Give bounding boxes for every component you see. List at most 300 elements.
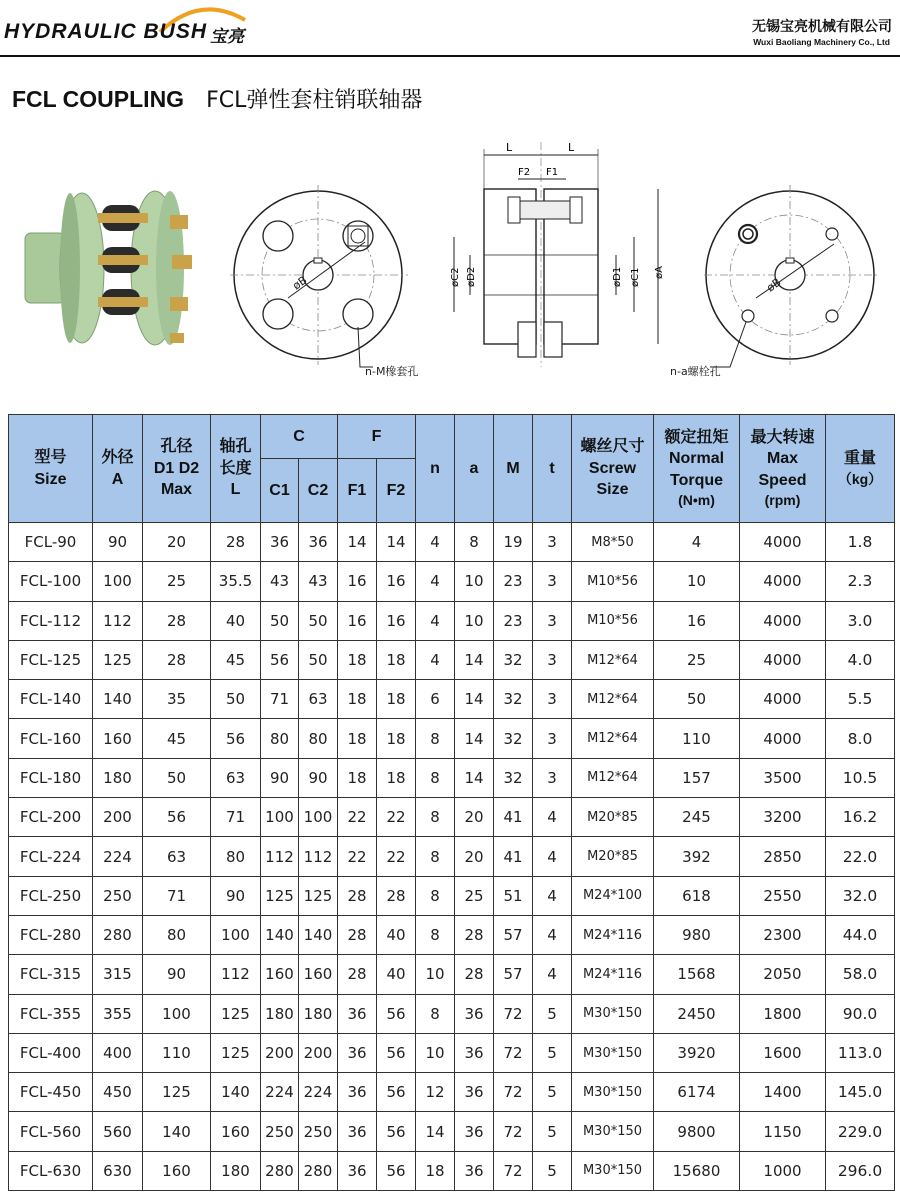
cell-bore: 90: [143, 955, 211, 994]
cell-n: 10: [416, 955, 455, 994]
table-row: [9, 758, 895, 797]
cell-t: 5: [533, 994, 572, 1033]
cell-t: 3: [533, 640, 572, 679]
cell-screw-size: M20*85: [572, 837, 654, 876]
cell-weight: 4.0: [826, 640, 895, 679]
table-row: [9, 798, 895, 837]
cell-torque: 25: [654, 640, 740, 679]
header-C2: C2: [299, 459, 338, 523]
table-row: [9, 837, 895, 876]
cell-f1: 36: [338, 994, 377, 1033]
cell-t: 4: [533, 876, 572, 915]
cell-shaft-length: 160: [211, 1112, 261, 1151]
cell-speed: 2300: [740, 915, 826, 954]
cell-size: FCL-355: [9, 994, 93, 1033]
cell-shaft-length: 40: [211, 601, 261, 640]
cell-speed: 1600: [740, 1033, 826, 1072]
cell-torque: 245: [654, 798, 740, 837]
D1-label: øD1: [612, 266, 623, 287]
cell-f1: 16: [338, 601, 377, 640]
cell-size: FCL-315: [9, 955, 93, 994]
cell-shaft-length: 35.5: [211, 562, 261, 601]
header-F2: F2: [377, 459, 416, 523]
cell-n: 8: [416, 798, 455, 837]
header-weight: 重量 （kg）: [826, 415, 895, 523]
cell-c2: 200: [299, 1033, 338, 1072]
cell-c2: 43: [299, 562, 338, 601]
cell-a: 14: [455, 640, 494, 679]
cell-a: 8: [455, 523, 494, 562]
cell-c2: 80: [299, 719, 338, 758]
cell-f2: 56: [377, 1112, 416, 1151]
cell-torque: 157: [654, 758, 740, 797]
cell-f1: 16: [338, 562, 377, 601]
cell-speed: 4000: [740, 680, 826, 719]
header-a: a: [455, 415, 494, 523]
cell-bore: 140: [143, 1112, 211, 1151]
title-cn: FCL弹性套柱销联轴器: [206, 88, 423, 113]
cell-outer-diameter: 180: [93, 758, 143, 797]
cell-outer-diameter: 630: [93, 1151, 143, 1190]
right-bore-label: øB: [764, 275, 784, 295]
cell-n: 8: [416, 994, 455, 1033]
cell-size: FCL-200: [9, 798, 93, 837]
header-outer-diameter: 外径 A: [93, 415, 143, 523]
cell-f2: 40: [377, 915, 416, 954]
cell-outer-diameter: 280: [93, 915, 143, 954]
header-screw-size: 螺丝尺寸 Screw Size: [572, 415, 654, 523]
cell-n: 4: [416, 601, 455, 640]
cell-c2: 224: [299, 1073, 338, 1112]
cell-speed: 4000: [740, 601, 826, 640]
cell-t: 5: [533, 1073, 572, 1112]
cell-f2: 18: [377, 640, 416, 679]
F2-label: F2: [518, 167, 531, 178]
cell-torque: 392: [654, 837, 740, 876]
cell-weight: 44.0: [826, 915, 895, 954]
L-left-label: L: [506, 141, 513, 154]
cell-screw-size: M10*56: [572, 601, 654, 640]
cell-speed: 1400: [740, 1073, 826, 1112]
cell-screw-size: M24*116: [572, 955, 654, 994]
cell-speed: 1800: [740, 994, 826, 1033]
cell-bore: 80: [143, 915, 211, 954]
cell-weight: 16.2: [826, 798, 895, 837]
cell-c2: 63: [299, 680, 338, 719]
cell-speed: 1150: [740, 1112, 826, 1151]
cell-speed: 4000: [740, 640, 826, 679]
cell-f2: 22: [377, 798, 416, 837]
cell-size: FCL-180: [9, 758, 93, 797]
cell-screw-size: M8*50: [572, 523, 654, 562]
company-name-cn: 无锡宝亮机械有限公司: [752, 19, 892, 35]
cell-t: 3: [533, 758, 572, 797]
header-speed: 最大转速 Max Speed (rpm): [740, 415, 826, 523]
cell-shaft-length: 45: [211, 640, 261, 679]
cell-size: FCL-400: [9, 1033, 93, 1072]
cell-torque: 1568: [654, 955, 740, 994]
cell-m: 72: [494, 1073, 533, 1112]
cell-f2: 40: [377, 955, 416, 994]
cell-f2: 18: [377, 758, 416, 797]
cell-c2: 180: [299, 994, 338, 1033]
cell-c2: 160: [299, 955, 338, 994]
F1-label: F1: [546, 167, 559, 178]
cell-bore: 125: [143, 1073, 211, 1112]
cell-t: 3: [533, 601, 572, 640]
cell-f2: 18: [377, 680, 416, 719]
cell-f2: 56: [377, 1033, 416, 1072]
cell-n: 10: [416, 1033, 455, 1072]
cell-screw-size: M24*100: [572, 876, 654, 915]
cell-c2: 112: [299, 837, 338, 876]
table-row: [9, 640, 895, 679]
cell-outer-diameter: 250: [93, 876, 143, 915]
cell-weight: 145.0: [826, 1073, 895, 1112]
cell-m: 19: [494, 523, 533, 562]
table-row: [9, 562, 895, 601]
table-header-row: [9, 415, 895, 459]
cell-a: 36: [455, 1033, 494, 1072]
side-section-drawing: [440, 137, 680, 372]
cell-screw-size: M12*64: [572, 758, 654, 797]
cell-f2: 28: [377, 876, 416, 915]
cell-c1: 280: [261, 1151, 299, 1190]
cell-shaft-length: 100: [211, 915, 261, 954]
cell-screw-size: M30*150: [572, 1112, 654, 1151]
spec-table: [8, 414, 895, 1191]
cell-c1: 140: [261, 915, 299, 954]
cell-size: FCL-280: [9, 915, 93, 954]
cell-shaft-length: 125: [211, 994, 261, 1033]
cell-a: 36: [455, 1112, 494, 1151]
cell-c1: 100: [261, 798, 299, 837]
cell-n: 4: [416, 640, 455, 679]
cell-t: 3: [533, 523, 572, 562]
cell-f2: 18: [377, 719, 416, 758]
cell-c1: 112: [261, 837, 299, 876]
header-size: 型号 Size: [9, 415, 93, 523]
cell-outer-diameter: 560: [93, 1112, 143, 1151]
cell-f2: 56: [377, 1151, 416, 1190]
cell-bore: 28: [143, 601, 211, 640]
cell-n: 8: [416, 915, 455, 954]
cell-a: 25: [455, 876, 494, 915]
cell-c1: 250: [261, 1112, 299, 1151]
cell-speed: 2850: [740, 837, 826, 876]
header-t: t: [533, 415, 572, 523]
cell-a: 36: [455, 1151, 494, 1190]
cell-f1: 28: [338, 876, 377, 915]
cell-t: 5: [533, 1033, 572, 1072]
cell-screw-size: M12*64: [572, 680, 654, 719]
cell-a: 14: [455, 719, 494, 758]
cell-speed: 2550: [740, 876, 826, 915]
right-end-view-drawing: [670, 180, 900, 385]
figures-area: [0, 125, 900, 405]
cell-screw-size: M10*56: [572, 562, 654, 601]
table-row: [9, 680, 895, 719]
cell-outer-diameter: 90: [93, 523, 143, 562]
header-C: C: [261, 415, 338, 459]
cell-speed: 1000: [740, 1151, 826, 1190]
cell-m: 72: [494, 1033, 533, 1072]
logo-chinese: 宝亮: [210, 27, 244, 47]
cell-shaft-length: 28: [211, 523, 261, 562]
cell-shaft-length: 80: [211, 837, 261, 876]
cell-speed: 3500: [740, 758, 826, 797]
cell-t: 3: [533, 680, 572, 719]
cell-screw-size: M30*150: [572, 1151, 654, 1190]
cell-a: 20: [455, 798, 494, 837]
cell-shaft-length: 90: [211, 876, 261, 915]
page-header: [0, 0, 900, 58]
cell-shaft-length: 180: [211, 1151, 261, 1190]
cell-a: 28: [455, 955, 494, 994]
logo-text: HYDRAULIC BUSH: [4, 20, 207, 43]
coupling-photo: [20, 185, 215, 350]
cell-c1: 56: [261, 640, 299, 679]
cell-weight: 3.0: [826, 601, 895, 640]
cell-speed: 3200: [740, 798, 826, 837]
cell-m: 23: [494, 601, 533, 640]
cell-t: 5: [533, 1151, 572, 1190]
cell-torque: 980: [654, 915, 740, 954]
cell-shaft-length: 63: [211, 758, 261, 797]
cell-weight: 32.0: [826, 876, 895, 915]
page-title: [12, 83, 444, 114]
cell-torque: 10: [654, 562, 740, 601]
cell-t: 3: [533, 719, 572, 758]
cell-outer-diameter: 100: [93, 562, 143, 601]
cell-size: FCL-250: [9, 876, 93, 915]
table-row: [9, 523, 895, 562]
cell-a: 10: [455, 601, 494, 640]
cell-n: 8: [416, 876, 455, 915]
cell-t: 4: [533, 798, 572, 837]
cell-f1: 36: [338, 1033, 377, 1072]
cell-f1: 22: [338, 798, 377, 837]
table-row: [9, 955, 895, 994]
cell-n: 14: [416, 1112, 455, 1151]
cell-bore: 45: [143, 719, 211, 758]
cell-c1: 90: [261, 758, 299, 797]
cell-c1: 36: [261, 523, 299, 562]
cell-size: FCL-450: [9, 1073, 93, 1112]
cell-size: FCL-125: [9, 640, 93, 679]
left-hole-label: n-M橡套孔: [365, 365, 419, 378]
cell-weight: 1.8: [826, 523, 895, 562]
cell-outer-diameter: 224: [93, 837, 143, 876]
cell-outer-diameter: 315: [93, 955, 143, 994]
table-row: [9, 915, 895, 954]
cell-speed: 4000: [740, 523, 826, 562]
cell-n: 4: [416, 523, 455, 562]
cell-bore: 25: [143, 562, 211, 601]
cell-outer-diameter: 355: [93, 994, 143, 1033]
cell-torque: 16: [654, 601, 740, 640]
cell-shaft-length: 71: [211, 798, 261, 837]
cell-outer-diameter: 112: [93, 601, 143, 640]
table-body: [9, 523, 895, 1191]
cell-bore: 50: [143, 758, 211, 797]
cell-n: 18: [416, 1151, 455, 1190]
cell-outer-diameter: 125: [93, 640, 143, 679]
cell-a: 28: [455, 915, 494, 954]
title-en: FCL COUPLING: [12, 86, 185, 112]
cell-m: 41: [494, 798, 533, 837]
cell-size: FCL-630: [9, 1151, 93, 1190]
cell-f1: 28: [338, 955, 377, 994]
header-M: M: [494, 415, 533, 523]
header-shaft-length: 轴孔 长度 L: [211, 415, 261, 523]
cell-m: 32: [494, 640, 533, 679]
cell-m: 57: [494, 915, 533, 954]
cell-weight: 58.0: [826, 955, 895, 994]
cell-f2: 16: [377, 601, 416, 640]
cell-screw-size: M30*150: [572, 1033, 654, 1072]
cell-c1: 71: [261, 680, 299, 719]
cell-outer-diameter: 400: [93, 1033, 143, 1072]
cell-outer-diameter: 160: [93, 719, 143, 758]
cell-torque: 6174: [654, 1073, 740, 1112]
cell-torque: 3920: [654, 1033, 740, 1072]
cell-outer-diameter: 200: [93, 798, 143, 837]
cell-t: 4: [533, 915, 572, 954]
cell-n: 8: [416, 837, 455, 876]
cell-c2: 250: [299, 1112, 338, 1151]
cell-c1: 80: [261, 719, 299, 758]
cell-weight: 5.5: [826, 680, 895, 719]
cell-m: 57: [494, 955, 533, 994]
cell-m: 72: [494, 994, 533, 1033]
cell-a: 36: [455, 994, 494, 1033]
L-right-label: L: [568, 141, 575, 154]
table-row: [9, 1151, 895, 1190]
header-n: n: [416, 415, 455, 523]
cell-m: 32: [494, 758, 533, 797]
cell-c2: 280: [299, 1151, 338, 1190]
cell-a: 10: [455, 562, 494, 601]
table-row: [9, 1073, 895, 1112]
cell-m: 41: [494, 837, 533, 876]
cell-torque: 618: [654, 876, 740, 915]
header-C1: C1: [261, 459, 299, 523]
cell-c1: 224: [261, 1073, 299, 1112]
cell-f1: 36: [338, 1112, 377, 1151]
cell-size: FCL-100: [9, 562, 93, 601]
cell-m: 72: [494, 1151, 533, 1190]
cell-weight: 90.0: [826, 994, 895, 1033]
cell-shaft-length: 50: [211, 680, 261, 719]
cell-c1: 200: [261, 1033, 299, 1072]
left-bore-label: øB: [290, 273, 310, 293]
cell-speed: 2050: [740, 955, 826, 994]
cell-torque: 110: [654, 719, 740, 758]
cell-screw-size: M30*150: [572, 994, 654, 1033]
cell-bore: 100: [143, 994, 211, 1033]
cell-weight: 229.0: [826, 1112, 895, 1151]
cell-f2: 22: [377, 837, 416, 876]
cell-n: 8: [416, 758, 455, 797]
cell-screw-size: M20*85: [572, 798, 654, 837]
cell-f2: 56: [377, 1073, 416, 1112]
cell-c1: 180: [261, 994, 299, 1033]
cell-size: FCL-560: [9, 1112, 93, 1151]
cell-screw-size: M12*64: [572, 719, 654, 758]
cell-n: 8: [416, 719, 455, 758]
cell-size: FCL-90: [9, 523, 93, 562]
cell-outer-diameter: 450: [93, 1073, 143, 1112]
cell-c2: 140: [299, 915, 338, 954]
cell-torque: 15680: [654, 1151, 740, 1190]
cell-m: 72: [494, 1112, 533, 1151]
table-row: [9, 876, 895, 915]
cell-m: 32: [494, 719, 533, 758]
cell-shaft-length: 125: [211, 1033, 261, 1072]
header-bore: 孔径 D1 D2 Max: [143, 415, 211, 523]
cell-shaft-length: 140: [211, 1073, 261, 1112]
cell-a: 14: [455, 680, 494, 719]
cell-f1: 18: [338, 640, 377, 679]
cell-c2: 50: [299, 640, 338, 679]
cell-bore: 28: [143, 640, 211, 679]
cell-weight: 113.0: [826, 1033, 895, 1072]
cell-screw-size: M12*64: [572, 640, 654, 679]
cell-outer-diameter: 140: [93, 680, 143, 719]
cell-c2: 36: [299, 523, 338, 562]
table-row: [9, 601, 895, 640]
header-F: F: [338, 415, 416, 459]
left-end-view-drawing: [230, 180, 430, 385]
cell-weight: 8.0: [826, 719, 895, 758]
cell-weight: 2.3: [826, 562, 895, 601]
cell-shaft-length: 56: [211, 719, 261, 758]
table-row: [9, 1033, 895, 1072]
cell-speed: 4000: [740, 562, 826, 601]
cell-bore: 35: [143, 680, 211, 719]
cell-a: 20: [455, 837, 494, 876]
cell-speed: 4000: [740, 719, 826, 758]
table-row: [9, 994, 895, 1033]
cell-f1: 18: [338, 758, 377, 797]
cell-bore: 160: [143, 1151, 211, 1190]
cell-t: 4: [533, 955, 572, 994]
cell-size: FCL-160: [9, 719, 93, 758]
cell-c2: 125: [299, 876, 338, 915]
cell-f1: 18: [338, 719, 377, 758]
company-name-en: Wuxi Baoliang Machinery Co., Ltd: [753, 37, 890, 47]
cell-t: 5: [533, 1112, 572, 1151]
cell-torque: 50: [654, 680, 740, 719]
table-row: [9, 719, 895, 758]
cell-c2: 50: [299, 601, 338, 640]
D2-label: øD2: [466, 266, 477, 287]
cell-f1: 14: [338, 523, 377, 562]
header-F1: F1: [338, 459, 377, 523]
cell-t: 3: [533, 562, 572, 601]
C2-label: øC2: [450, 267, 461, 287]
cell-shaft-length: 112: [211, 955, 261, 994]
cell-torque: 4: [654, 523, 740, 562]
cell-screw-size: M24*116: [572, 915, 654, 954]
cell-c1: 125: [261, 876, 299, 915]
header-torque: 额定扭矩 Normal Torque (N•m): [654, 415, 740, 523]
cell-weight: 22.0: [826, 837, 895, 876]
cell-bore: 20: [143, 523, 211, 562]
cell-bore: 56: [143, 798, 211, 837]
cell-f2: 56: [377, 994, 416, 1033]
